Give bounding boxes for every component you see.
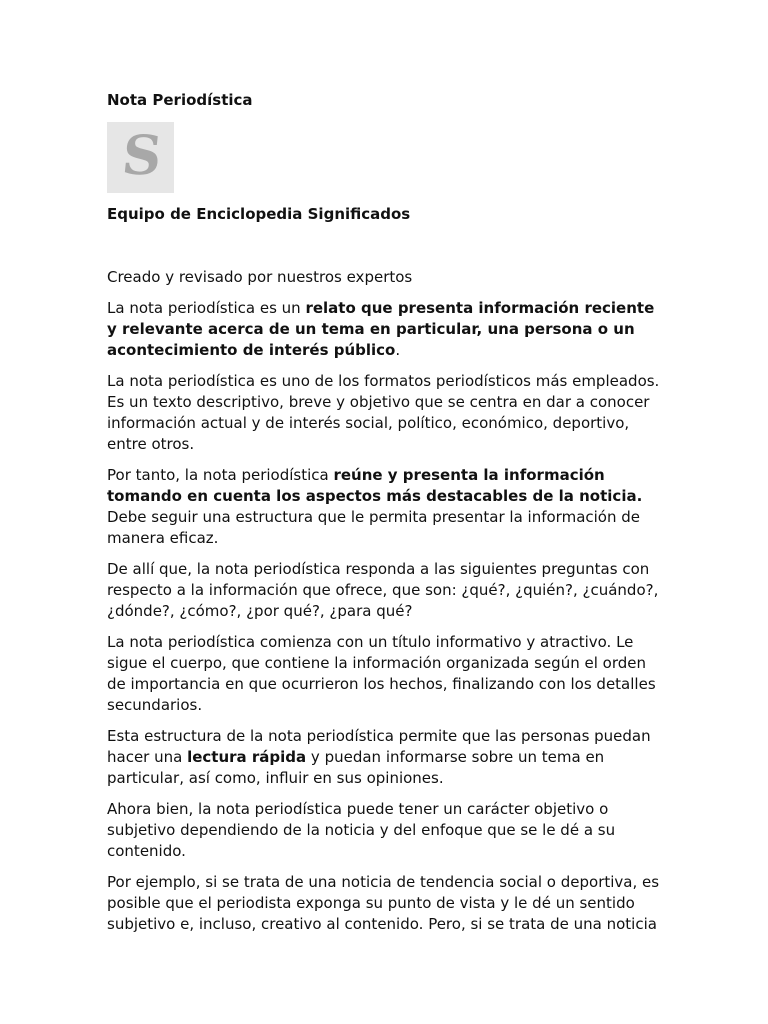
- paragraph-7: Ahora bien, la nota periodística puede tener un carácter objetivo o subjetivo dependiendo de la noticia y del enfoque que se le dé a su contenido.: [107, 800, 616, 860]
- significados-logo: [107, 122, 174, 193]
- paragraph-1: La nota periodística es un relato que presenta información reciente y relevante acerca de un tema en particular, una persona o un acontecimiento de interés público.: [107, 299, 655, 359]
- paragraph-2: La nota periodística es uno de los formatos periodísticos más empleados. Es un texto descriptivo, breve y objetivo que se centra en dar a conocer información actual y de interés social, político, económico, deportivo, entre otros.: [107, 372, 660, 453]
- article-body: [107, 267, 667, 945]
- review-note: Creado y revisado por nuestros expertos: [107, 268, 413, 286]
- svg-text:S: S: [119, 123, 165, 187]
- paragraph-5: La nota periodística comienza con un título informativo y atractivo. Le sigue el cuerpo, que contiene la información organizada según el orden de importancia en que ocurrieron los hechos, finalizando con los detalles secundarios.: [107, 633, 656, 714]
- author-name: Equipo de Enciclopedia Significados: [107, 205, 411, 223]
- significados-s-logo-icon: [107, 122, 174, 193]
- paragraph-6: Esta estructura de la nota periodística permite que las personas puedan hacer una lectura rápida y puedan informarse sobre un tema en particular, así como, influir en sus opiniones.: [107, 727, 651, 787]
- paragraph-8: Por ejemplo, si se trata de una noticia de tendencia social o deportiva, es posible que el periodista exponga su punto de vista y le dé un sentido subjetivo e, incluso, creativo al contenido. Pero, si se trata de una noticia: [107, 873, 660, 933]
- paragraph-3: Por tanto, la nota periodística reúne y presenta la información tomando en cuenta los aspectos más destacables de la noticia. Debe seguir una estructura que le permita presentar la información de manera eficaz.: [107, 466, 643, 547]
- document-title: Nota Periodística: [107, 91, 253, 109]
- paragraph-4: De allí que, la nota periodística responda a las siguientes preguntas con respecto a la información que ofrece, que son: ¿qué?, ¿quién?, ¿cuándo?, ¿dónde?, ¿cómo?, ¿por qué?, ¿para qué?: [107, 560, 659, 620]
